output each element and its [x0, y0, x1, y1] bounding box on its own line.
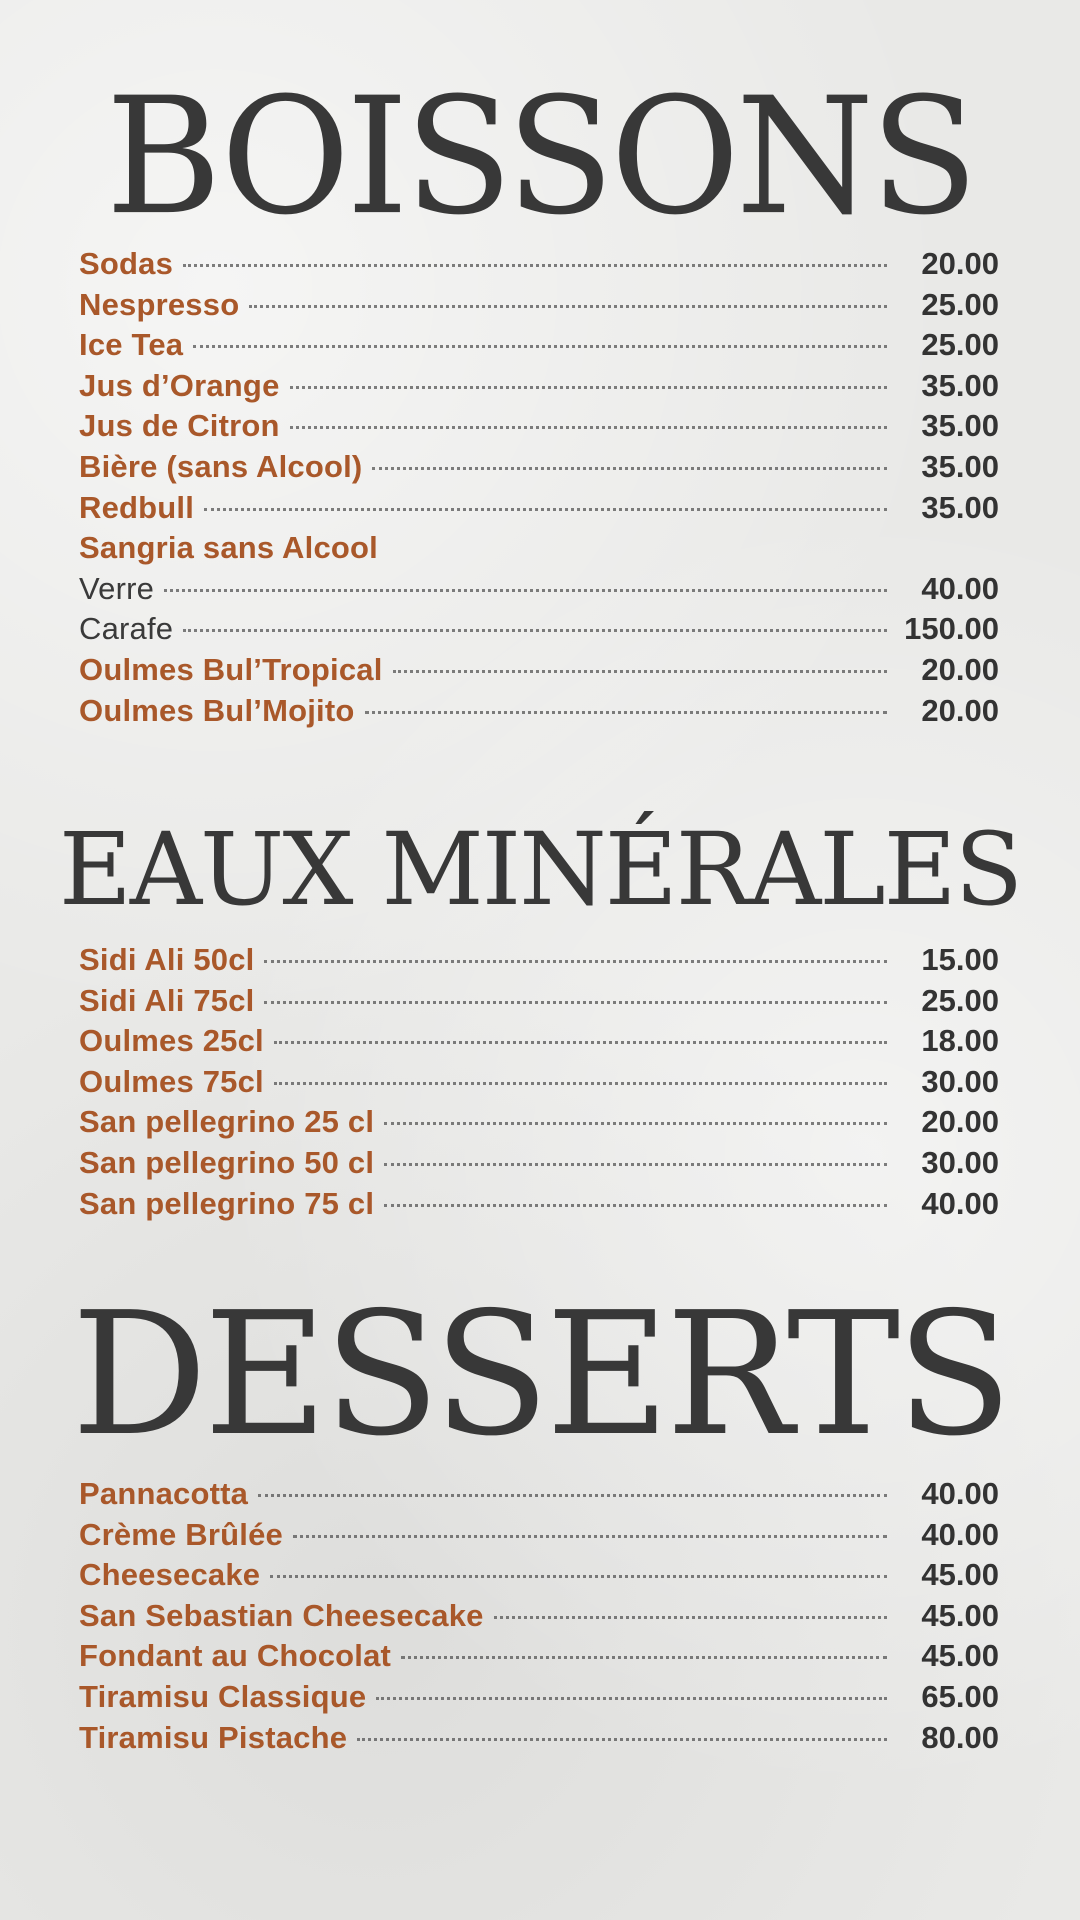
- item-price: 18.00: [921, 1023, 999, 1059]
- item-name: Ice Tea: [79, 327, 184, 363]
- menu-item: [79, 406, 999, 447]
- item-price: 20.00: [921, 1104, 999, 1140]
- item-price: 40.00: [921, 570, 999, 606]
- dot-leader: [193, 345, 887, 348]
- item-name: Fondant au Chocolat: [79, 1638, 392, 1674]
- menu-item: [79, 1596, 999, 1637]
- item-price: 25.00: [921, 286, 999, 322]
- menu-item: [79, 569, 999, 610]
- item-name: Bière (sans Alcool): [79, 448, 363, 484]
- dot-leader: [384, 1163, 887, 1166]
- dot-leader: [274, 1082, 887, 1085]
- item-name: Redbull: [79, 489, 195, 525]
- dot-leader: [384, 1122, 887, 1125]
- item-name: Sodas: [79, 246, 174, 281]
- item-price: 20.00: [921, 692, 999, 728]
- menu-item: [79, 1474, 999, 1515]
- item-name: Tiramisu Classique: [79, 1678, 367, 1714]
- eaux-list: [79, 940, 999, 1224]
- dot-leader: [293, 1535, 887, 1538]
- menu-item: [79, 1677, 999, 1718]
- menu-item: [79, 1184, 999, 1225]
- item-price: 150.00: [904, 611, 999, 647]
- item-name: Oulmes 75cl: [79, 1063, 264, 1099]
- item-price: 45.00: [921, 1638, 999, 1674]
- dot-leader: [183, 264, 887, 267]
- item-name: Pannacotta: [79, 1476, 249, 1511]
- menu-item: [79, 1515, 999, 1556]
- item-price: 20.00: [921, 246, 999, 281]
- item-price: 30.00: [921, 1063, 999, 1099]
- item-name: San pellegrino 50 cl: [79, 1144, 375, 1180]
- item-name: Oulmes Bul’Mojito: [79, 692, 355, 728]
- desserts-list: [79, 1474, 999, 1758]
- section-title-boissons: BOISSONS: [105, 63, 975, 251]
- menu-item: [79, 940, 999, 981]
- dot-leader: [164, 589, 887, 592]
- item-price: 15.00: [921, 942, 999, 977]
- dot-leader: [290, 386, 887, 389]
- item-price: 40.00: [921, 1185, 999, 1221]
- dot-leader: [204, 508, 887, 511]
- item-price: 80.00: [921, 1719, 999, 1755]
- dot-leader: [372, 467, 887, 470]
- item-name: Jus d’Orange: [79, 367, 280, 403]
- menu-item: [79, 366, 999, 407]
- menu-item: [79, 1021, 999, 1062]
- dot-leader: [494, 1616, 887, 1619]
- menu-item: [79, 981, 999, 1022]
- item-price: 35.00: [921, 367, 999, 403]
- boissons-list: [79, 244, 999, 731]
- menu-item: [79, 285, 999, 326]
- item-name: Tiramisu Pistache: [79, 1719, 348, 1755]
- item-name: Verre: [79, 570, 155, 606]
- dot-leader: [365, 711, 887, 714]
- item-name: Carafe: [79, 611, 174, 647]
- dot-leader: [357, 1738, 887, 1741]
- item-name: Oulmes Bul’Tropical: [79, 651, 383, 687]
- dot-leader: [258, 1494, 887, 1497]
- menu-item: [79, 1062, 999, 1103]
- item-price: 45.00: [921, 1597, 999, 1633]
- menu-item-heading: [79, 528, 999, 569]
- menu-item: [79, 1636, 999, 1677]
- menu-item: [79, 1143, 999, 1184]
- item-name: San pellegrino 75 cl: [79, 1185, 375, 1221]
- item-name: Sidi Ali 75cl: [79, 982, 255, 1018]
- item-name: San pellegrino 25 cl: [79, 1104, 375, 1140]
- section-title-desserts: DESSERTS: [71, 1276, 1009, 1474]
- dot-leader: [270, 1575, 887, 1578]
- item-price: 40.00: [921, 1476, 999, 1511]
- item-name: Sidi Ali 50cl: [79, 942, 255, 977]
- dot-leader: [264, 1001, 887, 1004]
- item-name: Oulmes 25cl: [79, 1023, 264, 1059]
- item-price: 20.00: [921, 651, 999, 687]
- menu-item: [79, 650, 999, 691]
- item-name: Sangria sans Alcool: [79, 530, 378, 566]
- menu-item: [79, 691, 999, 732]
- item-price: 25.00: [921, 982, 999, 1018]
- item-name: Cheesecake: [79, 1557, 261, 1593]
- menu-item: [79, 488, 999, 529]
- item-price: 30.00: [921, 1144, 999, 1180]
- item-price: 40.00: [921, 1516, 999, 1552]
- section-title-eaux-minerales: EAUX MINÉRALES: [58, 811, 1022, 928]
- dot-leader: [376, 1697, 887, 1700]
- dot-leader: [249, 305, 887, 308]
- dot-leader: [401, 1656, 887, 1659]
- dot-leader: [183, 629, 887, 632]
- menu-item: [79, 1102, 999, 1143]
- item-price: 45.00: [921, 1557, 999, 1593]
- item-name: San Sebastian Cheesecake: [79, 1597, 484, 1633]
- dot-leader: [290, 426, 887, 429]
- item-name: Crème Brûlée: [79, 1516, 283, 1552]
- menu-item: [79, 325, 999, 366]
- dot-leader: [393, 670, 887, 673]
- item-price: 35.00: [921, 489, 999, 525]
- menu-item: [79, 609, 999, 650]
- item-price: 35.00: [921, 408, 999, 444]
- menu-item: [79, 244, 999, 285]
- dot-leader: [384, 1204, 887, 1207]
- item-price: 25.00: [921, 327, 999, 363]
- menu-item: [79, 1718, 999, 1759]
- menu-item: [79, 1555, 999, 1596]
- item-name: Nespresso: [79, 286, 240, 322]
- item-price: 65.00: [921, 1678, 999, 1714]
- item-price: 35.00: [921, 448, 999, 484]
- dot-leader: [274, 1041, 887, 1044]
- item-name: Jus de Citron: [79, 408, 280, 444]
- menu-item: [79, 447, 999, 488]
- dot-leader: [264, 960, 887, 963]
